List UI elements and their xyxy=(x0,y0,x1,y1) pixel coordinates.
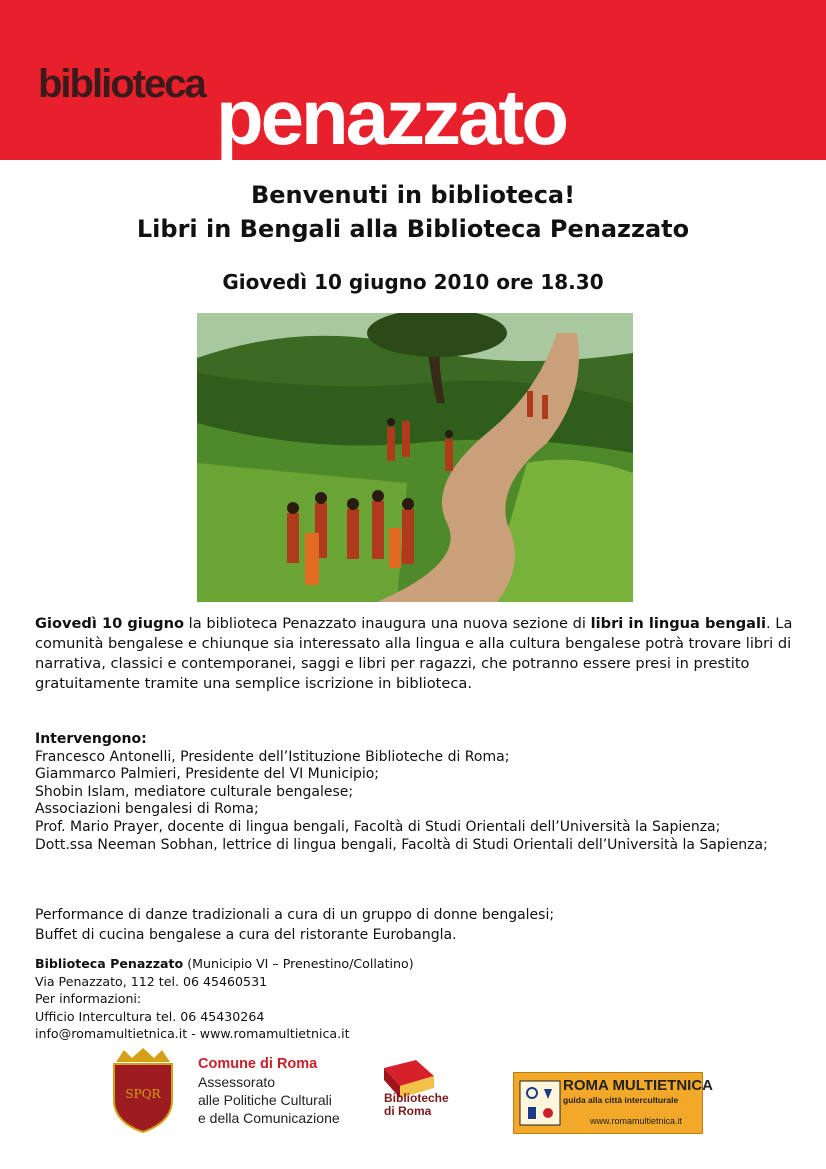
comune-title: Comune di Roma xyxy=(198,1056,318,1072)
biblioteche-di-roma-text xyxy=(384,1092,449,1118)
speaker-item: Dott.ssa Neeman Sobhan, lettrice di lingua bengali, Facoltà di Studi Orientali dell’Università la Sapienza; xyxy=(35,836,768,853)
multietnica-symbols-icon xyxy=(518,1079,562,1127)
title-line-2: Libri in Bengali alla Biblioteca Penazzato xyxy=(136,215,690,243)
intro-lead: Giovedì 10 giugno xyxy=(35,615,185,632)
roma-multietnica-subtitle: guida alla città interculturale xyxy=(563,1095,679,1105)
intro-text-1: la biblioteca Penazzato inaugura una nuova sezione di xyxy=(184,615,591,632)
contact-office: Ufficio Intercultura tel. 06 45430264 xyxy=(35,1008,265,1024)
speaker-item: Associazioni bengalesi di Roma; xyxy=(35,801,259,818)
extra-item: Performance di danze tradizionali a cura di un gruppo di donne bengalesi; xyxy=(35,907,555,923)
roma-multietnica-url: www.romamultietnica.it xyxy=(590,1116,683,1126)
comune-line: e della Comunicazione xyxy=(198,1110,340,1126)
biblioteche-line-1: Biblioteche xyxy=(384,1091,449,1105)
contact-info-label: Per informazioni: xyxy=(35,991,142,1006)
landscape-photo-icon xyxy=(197,313,633,602)
logo-biblioteca: biblioteca xyxy=(38,62,205,106)
extras-list xyxy=(35,906,795,945)
title-line-1: Benvenuti in biblioteca! xyxy=(250,181,576,209)
contact-address: Via Penazzato, 112 tel. 06 45460531 xyxy=(35,973,268,989)
intro-highlight: libri in lingua bengali xyxy=(590,615,767,632)
page-title xyxy=(0,178,826,246)
speaker-item: Francesco Antonelli, Presidente dell’Istituzione Biblioteche di Roma; xyxy=(35,748,510,765)
comune-di-roma-text xyxy=(198,1055,340,1127)
speakers-list xyxy=(35,731,795,854)
contact-name-line xyxy=(35,955,795,973)
contact-block xyxy=(35,955,795,1043)
speaker-item: Prof. Mario Prayer, docente di lingua bengali, Facoltà di Studi Orientali dell’Università la Sapienza; xyxy=(35,818,721,835)
intro-paragraph xyxy=(35,614,795,694)
header-banner xyxy=(0,0,826,160)
footer-logos xyxy=(0,1040,826,1165)
speaker-item: Giammarco Palmieri, Presidente del VI Municipio; xyxy=(35,766,380,783)
comune-line: Assessorato xyxy=(198,1074,276,1090)
svg-text:SPQR: SPQR xyxy=(125,1087,161,1101)
intro-text-2: . La comunità bengalese e chiunque sia interessato alla lingua e alla cultura bengalese potrà trovare libri di narrativa, classici e contemporanei, saggi e libri per ragazzi, che potranno essere presi in prestito gratuitamente tramite una semplice iscrizione in biblioteca. xyxy=(35,615,793,692)
event-date: Giovedì 10 giugno 2010 ore 18.30 xyxy=(222,270,604,294)
speakers-heading: Intervengono: xyxy=(35,731,147,747)
spqr-shield-icon xyxy=(108,1048,178,1134)
logo-penazzato: penazzato xyxy=(216,73,567,161)
extra-item: Buffet di cucina bengalese a cura del ristorante Eurobangla. xyxy=(35,926,457,943)
speaker-item: Shobin Islam, mediatore culturale bengalese; xyxy=(35,783,354,800)
contact-email-web: info@romamultietnica.it - www.romamultietnica.it xyxy=(35,1026,350,1041)
contact-name: Biblioteca Penazzato xyxy=(35,956,184,971)
comune-line: alle Politiche Culturali xyxy=(198,1092,332,1108)
landscape-photo xyxy=(197,313,633,602)
biblioteche-line-2: di Roma xyxy=(384,1104,432,1118)
contact-district: (Municipio VI – Prenestino/Collatino) xyxy=(183,956,414,971)
roma-multietnica-title: ROMA MULTIETNICA xyxy=(563,1077,713,1094)
